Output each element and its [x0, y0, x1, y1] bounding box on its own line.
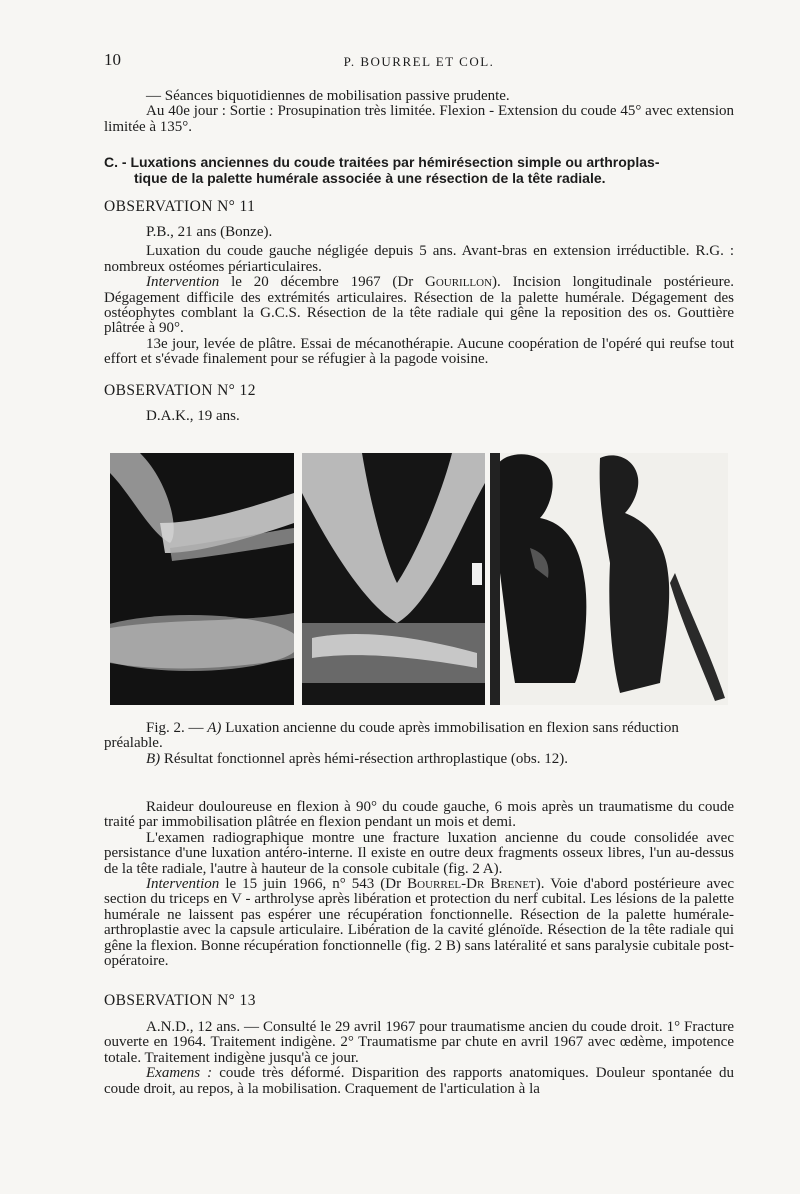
figure-caption	[104, 721, 734, 767]
observation-heading: OBSERVATION N° 12	[104, 382, 256, 399]
paragraph: L'examen radiographique montre une fracture luxation ancienne du coude consolidée avec persistance d'une luxation antéro-interne. Il existe en outre deux fragments osseux libres, l'un au-dessus de la tête radiale, l'autre à hauteur de la console cubitale (fig. 2 A).	[104, 829, 734, 877]
caption-a-label: A)	[207, 720, 222, 736]
paragraph: Au 40e jour : Sortie : Prosupination très limitée. Flexion - Extension du coude 45° avec extension limitée à 135°.	[104, 103, 734, 135]
observation-body	[104, 225, 734, 368]
section-letter: C. -	[104, 154, 127, 170]
paragraph: A.N.D., 12 ans. — Consulté le 29 avril 1967 pour traumatisme ancien du coude droit. 1° Fracture ouverte en 1964. Traitement indigène. 2° Traumatisme par chute en avril 1967 avec œdème, impotence totale. Traitement indigène jusqu'à ce jour.	[104, 1019, 734, 1066]
page-header	[104, 52, 734, 72]
paragraph: D.A.K., 19 ans.	[146, 408, 240, 424]
paragraph	[104, 275, 734, 337]
caption-b-label: B)	[146, 750, 161, 767]
figure-label: Fig. 2. —	[146, 720, 208, 736]
surgeon-name: Bourrel-Dr Brenet	[407, 876, 536, 893]
caption-line	[104, 752, 734, 767]
running-head: P. BOURREL ET COL.	[343, 54, 495, 69]
paragraph: — Séances biquotidiennes de mobilisation passive prudente.	[146, 88, 510, 104]
examens-label: Examens :	[146, 1065, 213, 1082]
paragraph: Raideur douloureuse en flexion à 90° du coude gauche, 6 mois après un traumatisme du coude traité par immobilisation plâtrée en flexion pendant un mois et demi.	[104, 799, 734, 831]
observation-body	[104, 1020, 734, 1097]
intervention-label: Intervention	[146, 876, 220, 893]
xray-image-lateral	[110, 453, 294, 705]
observation-patient	[104, 409, 734, 424]
paragraph: Luxation du coude gauche négligée depuis 5 ans. Avant-bras en extension irréductible. R.G. : nombreux ostéomes périarticulaires.	[104, 243, 734, 275]
observation-heading: OBSERVATION N° 13	[104, 992, 256, 1009]
intervention-text: ). Incision longitudinale postérieure. Dégagement difficile des extrémités articulaires. Résection de la palette humérale. Dégagement des ostéophytes comblant la G.C.S. Résection de la tête radiale qui gêne la reposition des os. Gouttière plâtrée à 90°.	[104, 274, 734, 337]
surgeon-name: Gourillon	[424, 274, 493, 291]
paragraph	[104, 1066, 734, 1097]
examens-text: coude très déformé. Disparition des rapports anatomiques. Douleur spontanée du coude droit, au repos, à la mobilisation. Craquement de l'articulation à la	[104, 1065, 734, 1097]
section-heading	[104, 154, 734, 186]
observation-body	[104, 800, 734, 969]
section-title-line: tique de la palette humérale associée à une résection de la tête radiale.	[134, 170, 606, 186]
intervention-date: le 20 décembre 1967 (Dr	[219, 274, 425, 291]
observation-heading: OBSERVATION N° 11	[104, 198, 256, 215]
top-paragraphs	[104, 89, 734, 135]
figure-2	[110, 453, 728, 705]
caption-b-text: Résultat fonctionnel après hémi-résection arthroplastique (obs. 12).	[160, 750, 568, 767]
intervention-label: Intervention	[146, 274, 220, 291]
caption-line	[104, 721, 734, 752]
patient-photo	[490, 453, 728, 705]
paragraph	[104, 877, 734, 969]
paragraph: 13e jour, levée de plâtre. Essai de mécanothérapie. Aucune coopération de l'opéré qui reufse tout effort et s'évade finalement pour se réfugier à la pagode voisine.	[104, 335, 734, 368]
intervention-text: ). Voie d'abord postérieure avec section du triceps en V - arthrolyse après libération et protection du nerf cubital. Les lésions de la palette humérale ne laissent pas espérer une récupération fonctionnelle. Résection de la palette humérale-arthroplastie avec la capsule articulaire. Libération de la cavité glénoïde. Résection de la tête radiale qui gêne la flexion. Bonne récupération fonctionnelle (fig. 2 B) sans latéralité et sans paralysie cubitale post-opératoire.	[104, 876, 734, 970]
page-number: 10	[104, 50, 121, 69]
paragraph: P.B., 21 ans (Bonze).	[146, 224, 273, 240]
section-title-line: Luxations anciennes du coude traitées par hémirésection simple ou arthroplas-	[130, 154, 660, 170]
caption-a-text: Luxation ancienne du coude après immobilisation en flexion sans réduction préalable.	[104, 720, 679, 752]
xray-image-frontal	[302, 453, 485, 705]
intervention-date: le 15 juin 1966, n° 543 (Dr	[219, 876, 408, 893]
